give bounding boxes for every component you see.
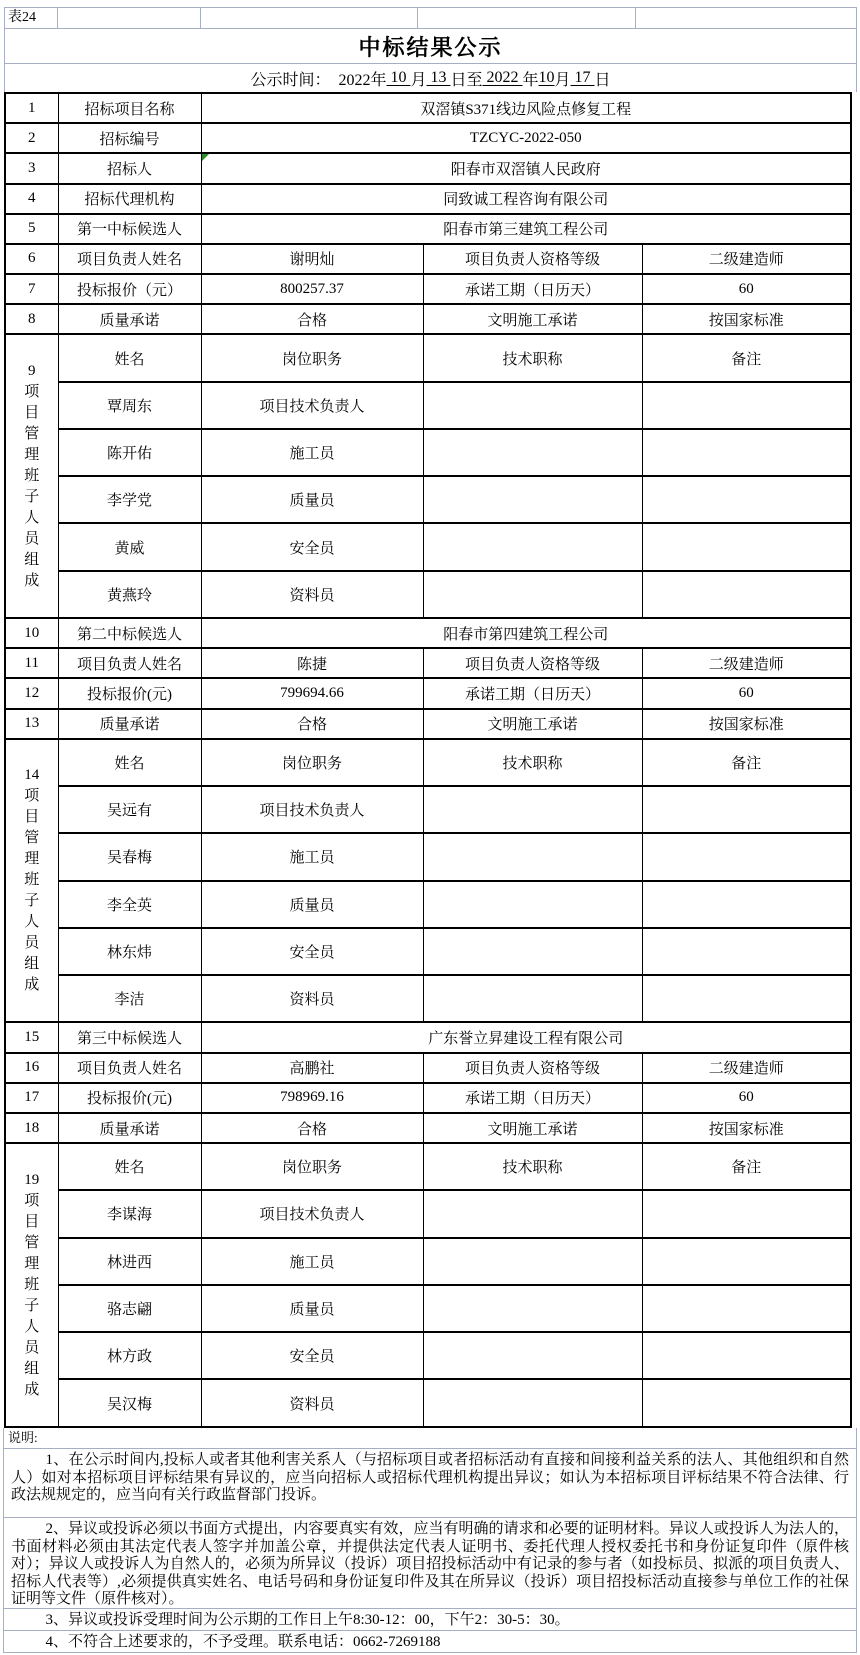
row-number-cell: 10 bbox=[5, 618, 58, 648]
value-cell: 按国家标准 bbox=[642, 1113, 851, 1143]
candidate-name-cell: 阳春市第四建筑工程公司 bbox=[201, 618, 851, 648]
empty-cell bbox=[423, 833, 642, 880]
bid-result-table bbox=[4, 92, 852, 1428]
empty-cell bbox=[642, 429, 851, 476]
publicity-part: 年 bbox=[522, 71, 539, 89]
label-cell: 文明施工承诺 bbox=[423, 1113, 642, 1143]
table-row bbox=[5, 334, 851, 381]
team-side-cell bbox=[5, 334, 58, 618]
team-header-cell: 技术职称 bbox=[423, 739, 642, 786]
row-number-cell: 12 bbox=[5, 678, 58, 708]
member-role-cell: 施工员 bbox=[201, 1238, 423, 1285]
value-cell: 按国家标准 bbox=[642, 709, 851, 739]
note-item-4: 4、不符合上述要求的，不予受理。联系电话：0662-7269188 bbox=[4, 1631, 856, 1653]
sheet-head bbox=[4, 7, 857, 92]
empty-cell bbox=[642, 881, 851, 928]
member-role-cell: 项目技术负责人 bbox=[201, 786, 423, 833]
publicity-time-row bbox=[5, 64, 856, 92]
publicity-month-end: 10 bbox=[538, 69, 555, 86]
team-side-cell bbox=[5, 1143, 58, 1427]
table-row bbox=[5, 476, 851, 523]
table-row bbox=[5, 1238, 851, 1285]
member-name-cell: 覃周东 bbox=[58, 382, 201, 429]
note-item-2: 2、异议或投诉必须以书面方式提出，内容要真实有效，应当有明确的请求和必要的证明材料。异议人或投诉人为法人的，书面材料必须由其法定代表人签字并加盖公章，并提供法定代表人证明书、委托代理人授权委托书和身份证复印件（原件核对）；异议人或投诉人为自然人的，必须为所异议（投诉）项目招投标活动中有记录的参与者（如投标员、拟派的项目负责人、招标人代表等）,必须提供真实姓名、电话号码和身份证复印件及其在所异议（投诉）项目招投标活动直接参与单位工作的社保证明等文件（原件核对）。 bbox=[4, 1518, 856, 1609]
empty-cell bbox=[423, 881, 642, 928]
value-cell: 二级建造师 bbox=[642, 1053, 851, 1083]
table-row bbox=[5, 1143, 851, 1190]
table-row bbox=[5, 523, 851, 570]
value-cell: 60 bbox=[642, 678, 851, 708]
notes-section bbox=[3, 1428, 857, 1653]
publicity-label: 公示时间： bbox=[250, 71, 339, 89]
sheet-grid-row bbox=[5, 8, 856, 29]
member-role-cell: 质量员 bbox=[201, 1285, 423, 1332]
table-row bbox=[5, 123, 851, 153]
row-number-cell: 13 bbox=[5, 709, 58, 739]
table-row bbox=[5, 881, 851, 928]
row-number-cell: 11 bbox=[5, 648, 58, 678]
label-cell: 招标代理机构 bbox=[58, 184, 201, 214]
label-cell: 第一中标候选人 bbox=[58, 214, 201, 244]
team-side-label: 9项目管理班子人员组成 bbox=[24, 362, 40, 589]
row-number-cell: 5 bbox=[5, 214, 58, 244]
team-header-cell: 备注 bbox=[642, 334, 851, 381]
member-name-cell: 李洁 bbox=[58, 975, 201, 1022]
publicity-year-end: 2022 bbox=[482, 69, 523, 86]
publicity-month-start: 10 bbox=[386, 69, 411, 86]
row-number-cell: 6 bbox=[5, 244, 58, 274]
empty-cell bbox=[642, 786, 851, 833]
note-item-1: 1、在公示时间内,投标人或者其他利害关系人（与招标项目或者招标活动有直接和间接利益关系的法人、其他组织和自然人）如对本招标项目评标结果有异议的，应当向招标人或招标代理机构提出异议；如认为本招标项目评标结果不符合法律、行政法规规定的，应当向有关行政监督部门投诉。 bbox=[4, 1449, 856, 1518]
value-cell: 合格 bbox=[201, 709, 423, 739]
publicity-part: 月 bbox=[410, 71, 427, 89]
publicity-part: 2022年 bbox=[338, 71, 387, 89]
table-row bbox=[5, 1379, 851, 1427]
label-cell: 项目负责人资格等级 bbox=[423, 244, 642, 274]
row-number-cell: 8 bbox=[5, 304, 58, 334]
table-row bbox=[5, 648, 851, 678]
value-cell: 799694.66 bbox=[201, 678, 423, 708]
table-row bbox=[5, 709, 851, 739]
member-name-cell: 林东炜 bbox=[58, 928, 201, 975]
row-number-cell: 7 bbox=[5, 274, 58, 304]
row-number-cell: 2 bbox=[5, 123, 58, 153]
row-number-cell: 16 bbox=[5, 1053, 58, 1083]
table-row bbox=[5, 618, 851, 648]
member-name-cell: 李谋海 bbox=[58, 1190, 201, 1237]
empty-cell bbox=[423, 476, 642, 523]
team-header-cell: 岗位职务 bbox=[201, 1143, 423, 1190]
team-header-cell: 技术职称 bbox=[423, 1143, 642, 1190]
candidate-name-cell: 阳春市第三建筑工程公司 bbox=[201, 214, 851, 244]
value-cell: 二级建造师 bbox=[642, 648, 851, 678]
row-number-cell: 3 bbox=[5, 153, 58, 183]
empty-grid-cell bbox=[201, 8, 418, 28]
table-row bbox=[5, 833, 851, 880]
member-role-cell: 施工员 bbox=[201, 833, 423, 880]
label-cell: 项目负责人资格等级 bbox=[423, 1053, 642, 1083]
label-cell: 项目负责人姓名 bbox=[58, 1053, 201, 1083]
member-role-cell: 资料员 bbox=[201, 975, 423, 1022]
empty-grid-cell bbox=[418, 8, 636, 28]
empty-cell bbox=[423, 523, 642, 570]
member-name-cell: 黄燕玲 bbox=[58, 571, 201, 618]
value-cell: 按国家标准 bbox=[642, 304, 851, 334]
value-cell: 二级建造师 bbox=[642, 244, 851, 274]
publicity-part: 日 bbox=[594, 71, 611, 89]
empty-cell bbox=[423, 1379, 642, 1427]
label-cell: 承诺工期（日历天） bbox=[423, 274, 642, 304]
empty-cell bbox=[423, 1285, 642, 1332]
empty-cell bbox=[423, 1238, 642, 1285]
value-cell: 合格 bbox=[201, 1113, 423, 1143]
publicity-day-start: 13 bbox=[426, 69, 451, 86]
member-role-cell: 资料员 bbox=[201, 571, 423, 618]
table-row bbox=[5, 1083, 851, 1113]
team-header-cell: 姓名 bbox=[58, 334, 201, 381]
team-header-cell: 岗位职务 bbox=[201, 739, 423, 786]
publicity-part: 月 bbox=[554, 71, 571, 89]
team-header-cell: 岗位职务 bbox=[201, 334, 423, 381]
member-role-cell: 资料员 bbox=[201, 1379, 423, 1427]
member-role-cell: 质量员 bbox=[201, 476, 423, 523]
empty-cell bbox=[642, 1285, 851, 1332]
table-row bbox=[5, 739, 851, 786]
table-row bbox=[5, 274, 851, 304]
team-header-cell: 技术职称 bbox=[423, 334, 642, 381]
value-cell: 合格 bbox=[201, 304, 423, 334]
value-cell: 陈捷 bbox=[201, 648, 423, 678]
row-number-cell: 15 bbox=[5, 1022, 58, 1052]
label-cell: 质量承诺 bbox=[58, 304, 201, 334]
team-side-label: 14项目管理班子人员组成 bbox=[24, 767, 40, 994]
team-header-cell: 备注 bbox=[642, 1143, 851, 1190]
label-cell: 第三中标候选人 bbox=[58, 1022, 201, 1052]
member-role-cell: 质量员 bbox=[201, 881, 423, 928]
table-row bbox=[5, 1285, 851, 1332]
member-name-cell: 吴春梅 bbox=[58, 833, 201, 880]
empty-cell bbox=[423, 1190, 642, 1237]
label-cell: 承诺工期（日历天） bbox=[423, 678, 642, 708]
table-row bbox=[5, 153, 851, 183]
row-number-cell: 17 bbox=[5, 1083, 58, 1113]
value-cell: 高鹏社 bbox=[201, 1053, 423, 1083]
table-row bbox=[5, 928, 851, 975]
value-cell: 798969.16 bbox=[201, 1083, 423, 1113]
sheet-label-cell: 表24 bbox=[5, 8, 58, 28]
empty-cell bbox=[642, 1238, 851, 1285]
label-cell: 招标项目名称 bbox=[58, 93, 201, 123]
empty-cell bbox=[642, 1379, 851, 1427]
value-cell: 同致诚工程咨询有限公司 bbox=[201, 184, 851, 214]
member-role-cell: 安全员 bbox=[201, 928, 423, 975]
table-row bbox=[5, 304, 851, 334]
table-row bbox=[5, 1022, 851, 1052]
value-text: 阳春市双滘镇人民政府 bbox=[450, 161, 601, 178]
notes-label: 说明: bbox=[4, 1428, 856, 1449]
table-row bbox=[5, 382, 851, 429]
empty-grid-cell bbox=[58, 8, 201, 28]
table-row bbox=[5, 571, 851, 618]
table-row bbox=[5, 786, 851, 833]
label-cell: 投标报价（元） bbox=[58, 274, 201, 304]
member-name-cell: 吴远有 bbox=[58, 786, 201, 833]
empty-cell bbox=[642, 523, 851, 570]
member-role-cell: 安全员 bbox=[201, 1332, 423, 1379]
label-cell: 项目负责人姓名 bbox=[58, 244, 201, 274]
candidate-name-cell: 广东誉立昇建设工程有限公司 bbox=[201, 1022, 851, 1052]
table-row bbox=[5, 93, 851, 123]
empty-cell bbox=[642, 1190, 851, 1237]
team-header-cell: 姓名 bbox=[58, 1143, 201, 1190]
table-row bbox=[5, 1113, 851, 1143]
empty-cell bbox=[642, 476, 851, 523]
note-item-3: 3、异议或投诉受理时间为公示期的工作日上午8:30-12：00，下午2：30-5：30。 bbox=[4, 1609, 856, 1631]
member-name-cell: 吴汉梅 bbox=[58, 1379, 201, 1427]
label-cell: 质量承诺 bbox=[58, 709, 201, 739]
page-title: 中标结果公示 bbox=[358, 34, 503, 60]
table-row bbox=[5, 975, 851, 1022]
member-role-cell: 安全员 bbox=[201, 523, 423, 570]
cell-error-triangle-icon bbox=[202, 154, 209, 161]
member-name-cell: 黄威 bbox=[58, 523, 201, 570]
member-name-cell: 陈开佑 bbox=[58, 429, 201, 476]
publicity-day-end: 17 bbox=[570, 69, 595, 86]
team-header-cell: 姓名 bbox=[58, 739, 201, 786]
empty-cell bbox=[423, 429, 642, 476]
empty-cell bbox=[642, 928, 851, 975]
table-row bbox=[5, 214, 851, 244]
value-cell bbox=[201, 153, 851, 183]
label-cell: 文明施工承诺 bbox=[423, 304, 642, 334]
row-number-cell: 1 bbox=[5, 93, 58, 123]
empty-cell bbox=[423, 975, 642, 1022]
table-row bbox=[5, 1190, 851, 1237]
publicity-part: 日至 bbox=[450, 71, 483, 89]
value-cell: 800257.37 bbox=[201, 274, 423, 304]
empty-grid-cell bbox=[636, 8, 856, 28]
value-cell: 60 bbox=[642, 1083, 851, 1113]
empty-cell bbox=[642, 833, 851, 880]
member-name-cell: 骆志翩 bbox=[58, 1285, 201, 1332]
label-cell: 文明施工承诺 bbox=[423, 709, 642, 739]
empty-cell bbox=[642, 382, 851, 429]
empty-cell bbox=[423, 786, 642, 833]
label-cell: 招标编号 bbox=[58, 123, 201, 153]
table-row bbox=[5, 1332, 851, 1379]
value-cell: 谢明灿 bbox=[201, 244, 423, 274]
member-role-cell: 施工员 bbox=[201, 429, 423, 476]
empty-cell bbox=[423, 382, 642, 429]
empty-cell bbox=[642, 975, 851, 1022]
team-side-cell bbox=[5, 739, 58, 1023]
value-cell: 双滘镇S371线边风险点修复工程 bbox=[201, 93, 851, 123]
label-cell: 质量承诺 bbox=[58, 1113, 201, 1143]
table-row bbox=[5, 184, 851, 214]
member-name-cell: 林进西 bbox=[58, 1238, 201, 1285]
row-number-cell: 4 bbox=[5, 184, 58, 214]
team-header-cell: 备注 bbox=[642, 739, 851, 786]
team-side-label: 19项目管理班子人员组成 bbox=[24, 1171, 40, 1398]
empty-cell bbox=[423, 571, 642, 618]
empty-cell bbox=[423, 1332, 642, 1379]
label-cell: 招标人 bbox=[58, 153, 201, 183]
member-role-cell: 项目技术负责人 bbox=[201, 382, 423, 429]
member-role-cell: 项目技术负责人 bbox=[201, 1190, 423, 1237]
label-cell: 投标报价(元) bbox=[58, 1083, 201, 1113]
value-cell: 60 bbox=[642, 274, 851, 304]
title-row bbox=[5, 29, 856, 64]
table-row bbox=[5, 1053, 851, 1083]
table-row bbox=[5, 429, 851, 476]
table-row bbox=[5, 244, 851, 274]
label-cell: 承诺工期（日历天） bbox=[423, 1083, 642, 1113]
empty-cell bbox=[423, 928, 642, 975]
empty-cell bbox=[642, 1332, 851, 1379]
member-name-cell: 李学党 bbox=[58, 476, 201, 523]
empty-cell bbox=[642, 571, 851, 618]
value-cell: TZCYC-2022-050 bbox=[201, 123, 851, 153]
label-cell: 项目负责人资格等级 bbox=[423, 648, 642, 678]
label-cell: 项目负责人姓名 bbox=[58, 648, 201, 678]
label-cell: 投标报价(元) bbox=[58, 678, 201, 708]
row-number-cell: 18 bbox=[5, 1113, 58, 1143]
member-name-cell: 林方政 bbox=[58, 1332, 201, 1379]
table-row bbox=[5, 678, 851, 708]
member-name-cell: 李全英 bbox=[58, 881, 201, 928]
label-cell: 第二中标候选人 bbox=[58, 618, 201, 648]
